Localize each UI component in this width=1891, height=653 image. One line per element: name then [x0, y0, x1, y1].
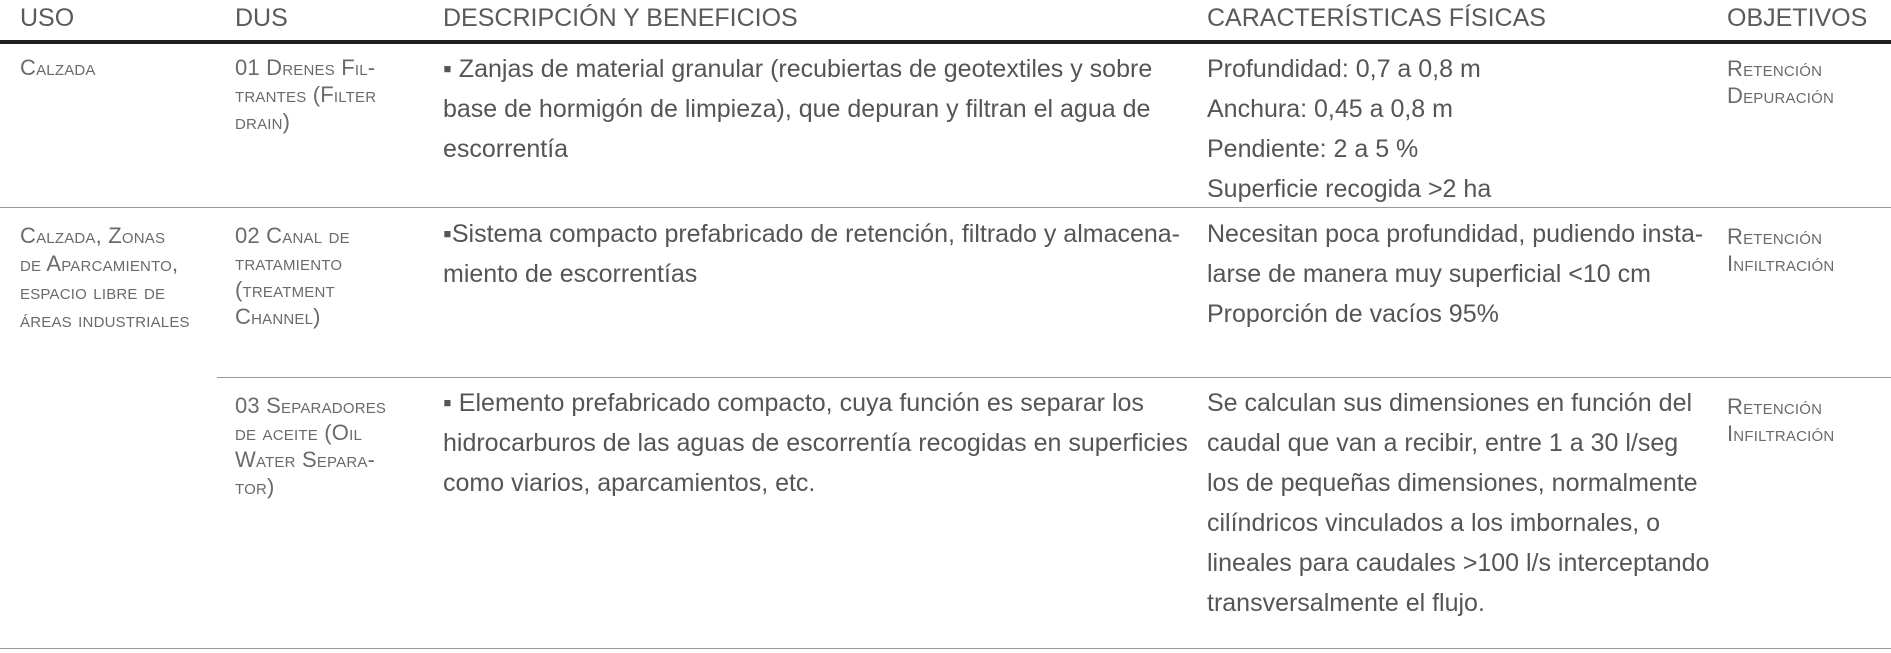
- cell-objetivos: Retención Depuración: [1727, 56, 1835, 108]
- header-uso: USO: [20, 4, 75, 32]
- header-objetivos: OBJETIVOS: [1727, 4, 1868, 32]
- cell-objetivos: Retención Infiltración: [1727, 394, 1835, 446]
- cell-caracteristicas: Necesitan poca profundidad, pudiendo insta- larse de manera muy superficial <10 cm Proporción de vacíos 95%: [1207, 220, 1704, 328]
- header-descripcion: DESCRIPCIÓN Y BENEFICIOS: [443, 4, 798, 32]
- row-divider: [217, 377, 1891, 378]
- cell-objetivos: Retención Infiltración: [1727, 224, 1835, 276]
- row-divider: [0, 207, 1891, 208]
- cell-uso: Calzada: [20, 55, 96, 80]
- cell-descripcion: ▪ Zanjas de material granular (recubiertas de geotextiles y sobre base de hormigón de limpieza), que depuran y filtran el agua de escorrentía: [443, 55, 1153, 163]
- cell-dus: 03 Separadores de aceite (Oil Water Separa- tor): [235, 393, 387, 499]
- cell-caracteristicas: Se calculan sus dimensiones en función del caudal que van a recibir, entre 1 a 30 l/seg los de pequeñas dimensiones, normalmente cilíndricos vinculados a los imbornales, o lineales para caudales >100 l/s interceptando transversalmente el flujo.: [1207, 389, 1710, 617]
- cell-uso: Calzada, Zonas de Aparcamiento, espacio libre de áreas industriales: [20, 223, 190, 332]
- table-bottom-rule: [0, 648, 1891, 649]
- header-caracteristicas: CARACTERÍSTICAS FÍSICAS: [1207, 4, 1546, 32]
- cell-descripcion: ▪Sistema compacto prefabricado de retención, filtrado y almacena- miento de escorrentías: [443, 220, 1181, 288]
- header-dus: DUS: [235, 4, 288, 32]
- cell-descripcion: ▪ Elemento prefabricado compacto, cuya función es separar los hidrocarburos de las aguas de escorrentía recogidas en superficies como viarios, aparcamientos, etc.: [443, 389, 1188, 497]
- cell-dus: 02 Canal de tratamiento (treatment Channel): [235, 223, 350, 329]
- header-rule: [0, 40, 1891, 44]
- cell-dus: 01 Drenes Fil- trantes (Filter drain): [235, 55, 377, 134]
- cell-caracteristicas: Profundidad: 0,7 a 0,8 m Anchura: 0,45 a 0,8 m Pendiente: 2 a 5 % Superficie recogida >2 ha: [1207, 55, 1492, 203]
